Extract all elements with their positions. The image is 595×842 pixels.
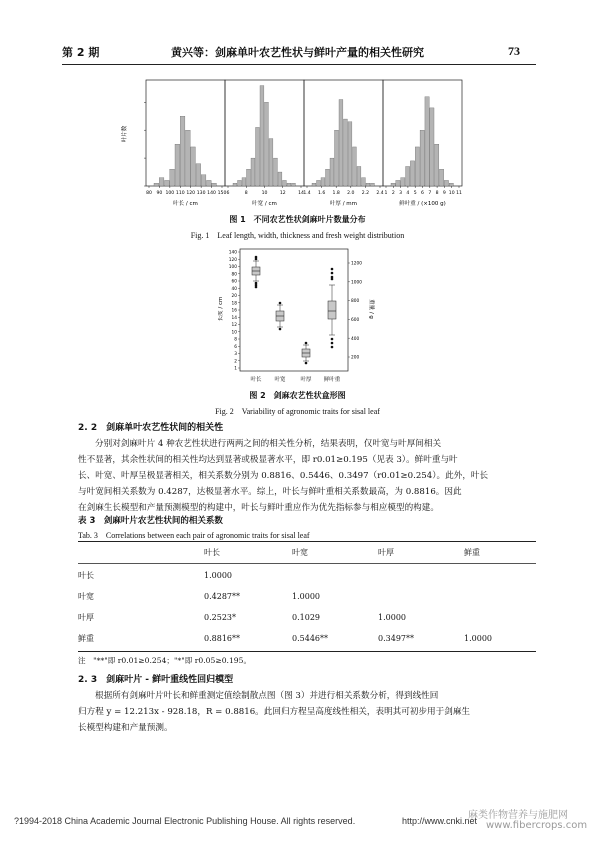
section-2-2-line-3: 长、叶宽、叶厚呈极显著相关，相关系数分别为 0.8816、0.5446、0.3497（r0.01≥0.254）。此外，叶长 [78, 471, 489, 481]
histogram-bar [238, 180, 242, 186]
figure-2-boxplot [218, 243, 378, 391]
x-tick-label: 5 [413, 191, 417, 196]
table-cell: 0.8816** [204, 634, 240, 643]
outlier-point [331, 338, 334, 341]
table-cell: 1.0000 [204, 571, 232, 580]
outlier-point [331, 272, 334, 275]
table-row [78, 607, 536, 628]
histogram-bar [420, 130, 424, 186]
left-tick-label: 120 [228, 257, 237, 263]
left-tick-label: 80 [231, 272, 237, 278]
table-bottom-rule [78, 651, 536, 652]
histogram-bar [278, 172, 282, 186]
outlier-point [255, 286, 258, 289]
right-tick-label: 1200 [351, 261, 362, 267]
histogram-bar [406, 166, 410, 186]
figure-2-caption-en: Fig. 2 Variability of agronomic traits for sisal leaf [215, 407, 380, 416]
histogram-bar [154, 183, 159, 186]
x-tick-label: 4 [406, 191, 410, 196]
histogram-bar [247, 169, 251, 186]
table-cell [378, 586, 464, 607]
section-2-2-line-4: 与叶宽间相关系数为 0.4287，达极显著水平。综上，叶长与鲜叶重相关系数最高，为 0.8816。因此 [78, 487, 462, 497]
x-tick-label: 1.6 [317, 191, 326, 196]
histogram-bar [335, 130, 339, 186]
outlier-point [255, 258, 258, 261]
figure-2-caption-cn: 图 2 剑麻农艺性状盒形图 [249, 391, 346, 400]
left-tick-label: 100 [228, 265, 237, 271]
right-tick-label: 1000 [351, 280, 362, 286]
table-row [78, 565, 536, 586]
histogram-bar [366, 183, 370, 186]
left-tick-label: 140 [228, 250, 237, 256]
table-row [78, 586, 536, 607]
histogram-bar [207, 180, 212, 186]
row-label: 叶宽 [78, 592, 94, 601]
histogram-bar [326, 169, 330, 186]
x-tick-label: 3 [399, 191, 403, 196]
histogram-bar [371, 183, 375, 186]
histogram-bar [260, 86, 264, 186]
outlier-point [331, 342, 334, 345]
left-tick-label: 16 [231, 308, 237, 314]
histogram-bar [165, 180, 170, 186]
category-label: 叶厚 [300, 377, 312, 383]
section-2-2-line-5: 在剑麻生长模型和产量预测模型的构建中，叶长与鲜叶重应作为优先指标参与相应模型的构建。 [78, 503, 439, 513]
table-header-cell: 叶长 [204, 548, 220, 557]
histogram-bar [425, 97, 429, 186]
outlier-point [279, 302, 282, 305]
table-cell: 0.4287** [204, 592, 240, 601]
histogram-bar [312, 183, 316, 186]
section-2-3-line-2: 归方程 y = 12.213x - 928.18，R = 0.8816。此回归方程呈高度线性相关，表明其可初步用于剑麻生 [78, 707, 471, 717]
histogram-x-label: 鲜叶重 / (×100 g) [399, 201, 446, 207]
x-tick-label: 11 [456, 191, 462, 196]
histogram-bar [330, 158, 334, 186]
x-tick-label: 130 [196, 191, 206, 196]
histogram-bar [362, 178, 366, 186]
figure-1-caption-cn: 图 1 不同农艺性状剑麻叶片数量分布 [229, 215, 366, 224]
x-tick-label: 7 [428, 191, 432, 196]
x-tick-label: 6 [421, 191, 424, 196]
right-tick-label: 200 [351, 355, 360, 361]
section-2-2-line-2: 性不显著，其余性状间的相关性均达到显著或极显著水平，即 r0.01≥0.195（见表 3）。鲜叶重与叶 [78, 455, 458, 465]
section-2-2-line-1: 分别对剑麻叶片 4 种农艺性状进行两两之间的相关性分析，结果表明，仅叶宽与叶厚间相关 [95, 439, 442, 449]
histogram-bar [415, 147, 419, 186]
table-cell [464, 607, 536, 628]
correlation-table [78, 542, 536, 563]
histogram-bar [196, 164, 201, 186]
category-label: 叶宽 [274, 377, 286, 383]
left-tick-label: 20 [231, 294, 237, 300]
correlation-table-body [78, 565, 536, 649]
histogram-bar [353, 147, 357, 186]
histogram-bar [251, 158, 255, 186]
histogram-bar [339, 100, 343, 186]
figure-1-histograms [120, 76, 465, 211]
left-tick-label: 2 [234, 359, 237, 365]
histogram-bar [321, 178, 325, 186]
outlier-point [279, 328, 282, 331]
figure-1-caption-en: Fig. 1 Leaf length, width, thickness and fresh weight distribution [190, 231, 405, 240]
section-2-2-heading: 2. 2 剑麻单叶农艺性状间的相关性 [78, 423, 224, 433]
histogram-x-label: 叶宽 / cm [252, 201, 277, 207]
right-tick-label: 600 [351, 318, 360, 323]
left-tick-label: 14 [231, 315, 237, 321]
table-header-row [78, 542, 536, 563]
table-cell [292, 565, 378, 586]
right-axis-label: 重量 / g [368, 299, 374, 319]
table-cell: 0.1029 [292, 613, 320, 622]
table-row [78, 628, 536, 649]
left-tick-label: 18 [231, 301, 237, 307]
watermark-cn: 麻类作物营养与施肥网 [468, 810, 568, 821]
issue-number: 第 2 期 [62, 46, 100, 59]
histogram-bar [444, 180, 448, 186]
histogram-bar [287, 183, 291, 186]
histogram-bar [274, 158, 278, 186]
x-tick-label: 150 [217, 191, 227, 196]
right-tick-label: 800 [351, 299, 360, 305]
section-2-3-heading: 2. 3 剑麻叶片 - 鲜叶重线性回归模型 [78, 675, 234, 685]
left-tick-label: 3 [234, 352, 237, 358]
table-cell [464, 565, 536, 586]
copyright-line: ?1994-2018 China Academic Journal Electronic Publishing House. All rights reserved. [14, 816, 356, 826]
row-label: 叶长 [78, 571, 94, 580]
x-tick-label: 14 [298, 191, 304, 196]
x-tick-label: 10 [448, 191, 455, 196]
table-cell: 0.5446** [292, 634, 328, 643]
x-tick-label: 90 [156, 191, 163, 196]
x-tick-label: 2 [391, 191, 395, 196]
right-tick-label: 400 [351, 336, 360, 342]
x-tick-label: 140 [207, 191, 216, 196]
histogram-bar [292, 183, 296, 186]
x-tick-label: 1.4 [303, 191, 311, 196]
table-cell: 1.0000 [378, 613, 406, 622]
table-3-note: 注 "**"即 r0.01≥0.254；"*"即 r0.05≥0.195。 [78, 656, 252, 665]
histogram-bar [449, 183, 453, 186]
x-tick-label: 80 [146, 191, 152, 196]
x-tick-label: 1 [384, 191, 388, 196]
box [328, 301, 336, 319]
x-tick-label: 120 [186, 191, 196, 196]
histogram-bar [283, 180, 287, 186]
left-tick-label: 8 [234, 337, 237, 343]
table-header-cell: 鲜重 [464, 548, 480, 557]
table-cell: 1.0000 [292, 592, 320, 601]
histogram-bar [180, 116, 185, 186]
x-tick-label: 9 [442, 191, 446, 196]
histogram-x-label: 叶长 / cm [173, 201, 198, 207]
running-title: 黄兴等：剑麻单叶农艺性状与鲜叶产量的相关性研究 [171, 46, 424, 59]
histogram-bar [439, 169, 443, 186]
row-label: 叶厚 [78, 613, 94, 622]
category-label: 叶长 [250, 377, 262, 383]
cnki-url[interactable]: http://www.cnki.net [402, 816, 478, 826]
left-tick-label: 6 [234, 344, 237, 350]
table-header-cell: 叶厚 [378, 548, 394, 557]
histogram-bar [401, 178, 405, 186]
figure-1-y-label: 叶片数 [122, 125, 128, 143]
page-number: 73 [508, 44, 520, 58]
x-tick-label: 1.8 [332, 191, 340, 196]
x-tick-label: 10 [261, 191, 268, 196]
histogram-bar [265, 102, 269, 186]
histogram-bar [357, 166, 361, 186]
histogram-x-label: 叶厚 / mm [329, 201, 358, 207]
histogram-bar [391, 183, 395, 186]
table-header-cell: 叶宽 [292, 548, 308, 557]
x-tick-label: 12 [279, 191, 286, 196]
table-cell [378, 565, 464, 586]
histogram-bar [269, 139, 273, 186]
histogram-bar [212, 183, 217, 186]
table-3-caption-cn: 表 3 剑麻叶片农艺性状间的相关系数 [78, 516, 223, 526]
histogram-bar [175, 144, 180, 186]
outlier-point [331, 346, 334, 349]
x-tick-label: 8 [244, 191, 248, 196]
histogram-bar [233, 183, 237, 186]
table-header-cell [78, 542, 204, 563]
table-header-rule [78, 563, 536, 564]
histogram-bar [201, 175, 206, 186]
x-tick-label: 2.2 [361, 191, 370, 196]
left-tick-label: 10 [231, 330, 237, 336]
left-tick-label: 40 [231, 286, 237, 292]
x-tick-label: 2.4 [376, 191, 384, 196]
row-label: 鲜重 [78, 634, 94, 643]
histogram-bar [191, 147, 196, 186]
histogram-bar [435, 144, 439, 186]
category-label: 鲜叶重 [323, 377, 341, 383]
histogram-bar [186, 130, 191, 186]
section-2-3-line-1: 根据所有剑麻叶片叶长和鲜重测定值绘制散点图（图 3）并进行相关系数分析，得到线性回 [95, 691, 439, 701]
histogram-bar [348, 122, 352, 186]
histogram-bar [170, 169, 175, 186]
x-tick-label: 8 [435, 191, 439, 196]
left-axis-label: 长度 / cm [218, 296, 224, 322]
outlier-point [305, 342, 308, 345]
table-cell [464, 586, 536, 607]
outlier-point [305, 362, 308, 365]
watermark-url: www.fibercrops.com [486, 820, 588, 831]
left-tick-label: 1 [234, 366, 237, 372]
table-3-caption-en: Tab. 3 Correlations between each pair of agronomic traits for sisal leaf [78, 531, 310, 540]
table-cell: 0.2523* [204, 613, 236, 622]
histogram-bar [256, 127, 260, 186]
section-2-3-line-3: 长模型构建和产量预测。 [78, 723, 173, 733]
outlier-point [331, 278, 334, 281]
x-tick-label: 110 [175, 191, 185, 196]
histogram-bar [317, 180, 321, 186]
histogram-bar [242, 178, 246, 186]
table-cell: 0.3497** [378, 634, 414, 643]
left-tick-label: 60 [231, 279, 237, 285]
x-tick-label: 100 [165, 191, 175, 196]
histogram-bar [159, 178, 164, 186]
x-tick-label: 2.0 [347, 191, 355, 196]
table-cell: 1.0000 [464, 634, 492, 643]
header-rule [62, 64, 536, 65]
left-tick-label: 12 [231, 323, 237, 329]
histogram-bar [396, 180, 400, 186]
x-tick-label: 6 [226, 191, 230, 196]
histogram-bar [430, 108, 434, 186]
histogram-bar [344, 119, 348, 186]
histogram-bar [410, 161, 414, 186]
outlier-point [331, 268, 334, 271]
